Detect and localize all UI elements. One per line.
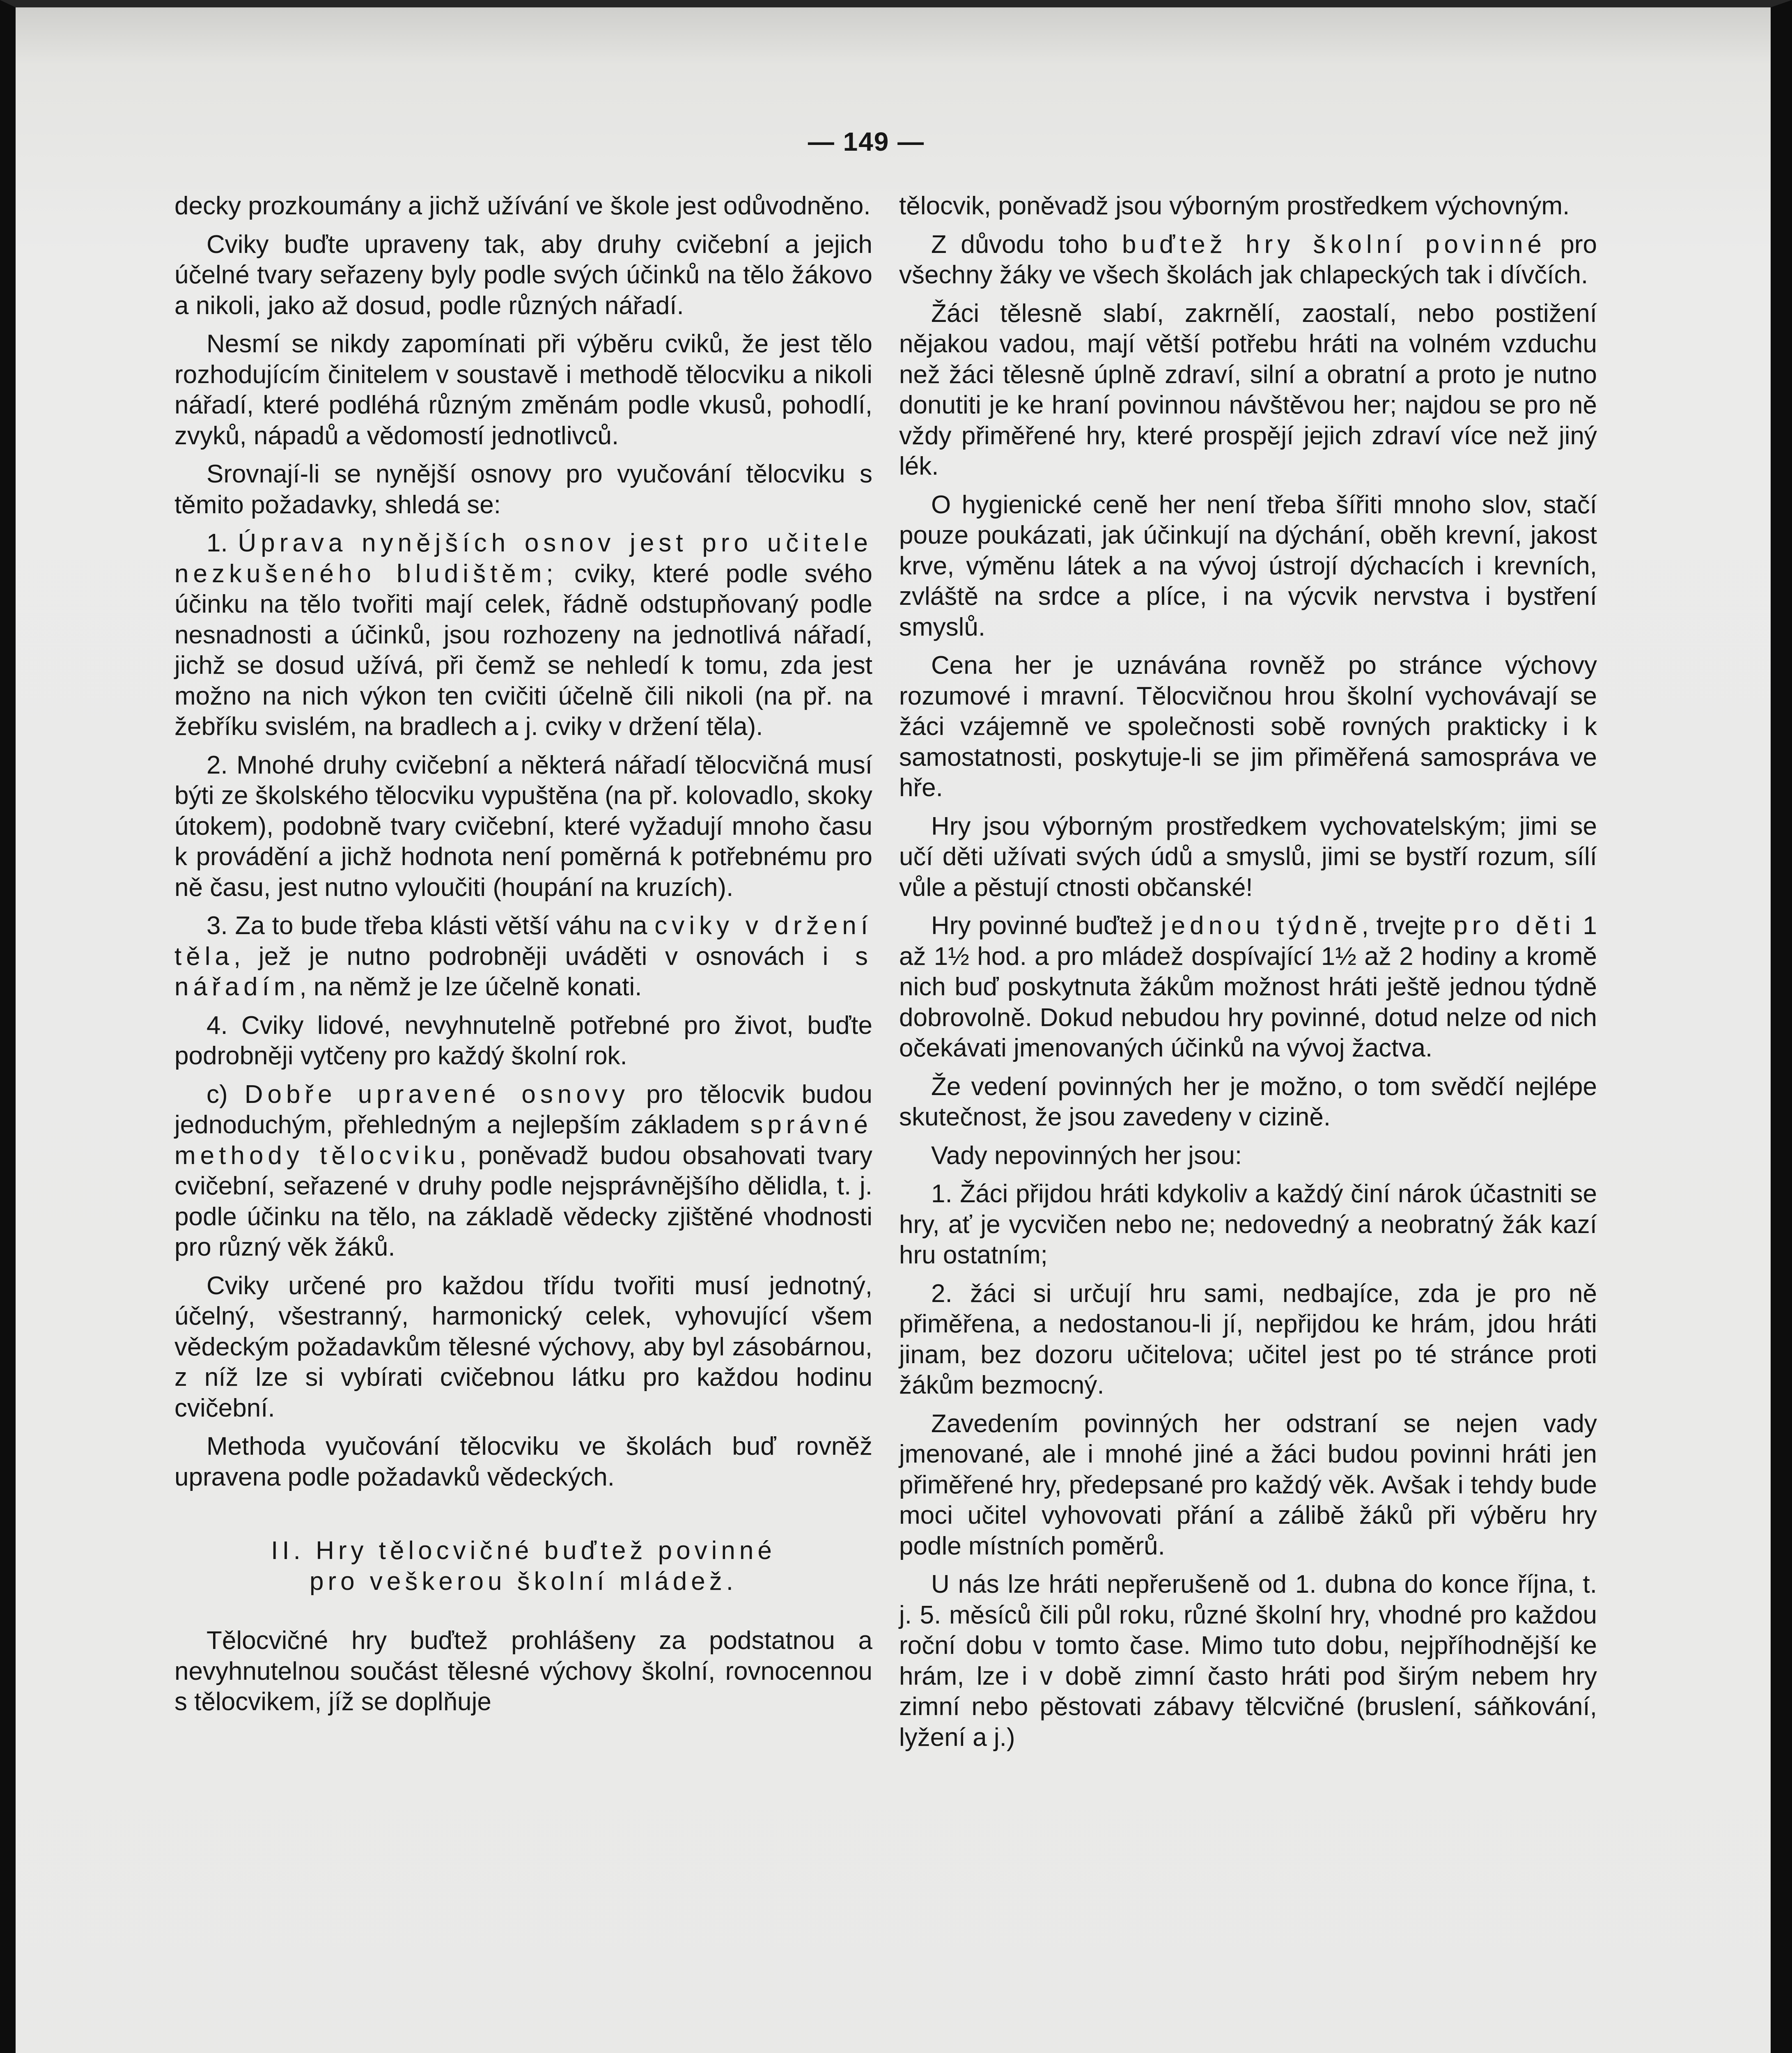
paragraph: Nesmí se nikdy zapomínati při výběru cviků, že jest tělo rozhodujícím činitelem v soustavě i methodě tělocviku a nikoli nářadí, které podléhá různým změnám podle vkusů, pohodlí, zvyků, nápadů a vědomostí jednotlivců. [174, 330, 872, 450]
paragraph [174, 528, 872, 742]
paragraph: 2. žáci si určují hru sami, nedbajíce, zda je pro ně přiměřena, a nedostanou-li jí, nepřijdou ke hrám, jdou hráti jinam, bez dozoru učitelova; učitel jest po té stránce proti žákům bezmocný. [899, 1279, 1597, 1399]
paragraph [899, 230, 1597, 291]
paragraph: Methoda vyučování tělocviku ve školách buď rovněž upravena podle požadavků vědeckých. [174, 1432, 872, 1491]
section-heading [174, 1536, 872, 1597]
paragraph: Žáci tělesně slabí, zakrnělí, zaostalí, nebo postižení nějakou vadou, mají větší potřebu hráti na volném vzduchu než žáci tělesně úplně zdraví, silní a obratní a proto je nutno donutiti je ke hraní povinnou návštěvou her; najdou se pro ně vždy přiměřené hry, které prospějí jejich zdraví více než jiný lék. [899, 299, 1597, 480]
text-run: c) [207, 1080, 245, 1109]
paragraph [174, 911, 872, 1003]
text-run: , na němž je lze účelně konati. [299, 973, 642, 1001]
spaced-emphasis: Úprava nynějších osnov jest pro učitele nezkušeného bludištěm; [174, 529, 872, 588]
heading-line-2: pro veškerou školní mládež. [310, 1567, 737, 1596]
text-run: , trvejte [1361, 912, 1454, 940]
paragraph: U nás lze hráti nepřerušeně od 1. dubna do konce října, t. j. 5. měsíců čili půl roku, různé školní hry, vhodné pro každou roční dobu v tomto čase. Mimo tuto dobu, nejpříhodnější ke hrám, lze i v době zimní často hráti pod širým nebem hry zimní nebo pěstovati zábavy tělcvičné (bruslení, sáňkování, lyžení a j.) [899, 1570, 1597, 1752]
text-run: , jež je nutno podrobněji uváděti v osnovách [233, 942, 823, 971]
paragraph: Vady nepovinných her jsou: [931, 1141, 1242, 1170]
spaced-emphasis: pro děti [1453, 912, 1575, 940]
paragraph: decky prozkoumány a jichž užívání ve škole jest odůvodněno. [174, 192, 871, 220]
paragraph: Cviky určené pro každou třídu tvořiti musí jednotný, účelný, všestranný, harmonický celek, vyhovující všem vědeckým požadavkům tělesné výchovy, aby byl zásobárnou, z níž lze si vybírati cvičebnou látku pro každou hodinu cvičební. [174, 1271, 872, 1422]
text-run: 1 až 1½ hod. a pro mládež dospívající 1½ až 2 hodiny a kromě nich buď poskytnuta žákům možnost hráti ještě jednou týdně dobrovolně. Dokud nebudou hry povinné, dotud nelze od nich očekávati jmenovaných účinků na vývoj žactva. [899, 912, 1597, 1062]
paragraph: 2. Mnohé druhy cvičební a některá nářadí tělocvičná musí býti ze školského tělocviku vypuštěna (na př. kolovadlo, skoky útokem), podobně tvary cvičební, které vyžadují mnoho času k provádění a jichž hodnota není poměrná k potřebnému pro ně času, jest nutno vyloučiti (houpání na kruzích). [174, 751, 872, 902]
heading-line-1 [174, 1536, 872, 1566]
left-column [174, 191, 872, 1725]
text-run: Z důvodu toho [931, 230, 1122, 259]
right-column [899, 191, 1597, 1761]
spaced-emphasis: jednou týdně [1161, 912, 1362, 940]
paragraph: O hygienické ceně her není třeba šířiti mnoho slov, stačí pouze poukázati, jak účinkují na dýchání, oběh krevní, jakost krve, výměnu látek a na vývoj ústrojí dýchacích i krevních, zvláště na srdce a plíce, i na výcvik nervstva i bystření smyslů. [899, 490, 1597, 641]
text-run: cviky, které podle svého účinku na tělo tvořiti mají celek, řádně odstupňovaný podle nesnadnosti a účinků, jsou rozhozeny na jednotlivá nářadí, jichž se dosud užívá, při čemž se nehledí k tomu, zda jest možno na nich výkon ten cvičiti účelně čili nikoli (na př. na žebříku svislém, na bradlech a j. cviky v držení těla). [174, 559, 873, 741]
text-run: pro všechny žáky ve všech školách jak chlapeckých tak i dívčích. [899, 230, 1597, 289]
paragraph [174, 1079, 872, 1263]
spaced-emphasis: cviky v držení těla [174, 912, 872, 971]
text-run: 3. Za to bude třeba klásti větší váhu na [207, 912, 655, 940]
paragraph: Tělocvičné hry buďtež prohlášeny za podstatnou a nevyhnutelnou součást tělesné výchovy školní, rovnocennou s tělocvikem, jíž se doplňuje [174, 1626, 872, 1716]
page-number: — 149 — [808, 127, 925, 156]
paragraph: Srovnají-li se nynější osnovy pro vyučování tělocviku s těmito požadavky, shledá se: [174, 460, 872, 519]
paragraph: Hry jsou výborným prostředkem vychovatelským; jimi se učí děti užívati svých údů a smyslů, jimi se bystří rozum, sílí vůle a pěstují ctnosti občanské! [899, 812, 1597, 902]
heading-text: Hry tělocvičné buďtež povinné [316, 1536, 776, 1565]
text-run: , poněvadž budou obsahovati tvary cvičební, seřazené v druhy podle nejsprávnějšího dělidla, t. j. podle účinku na tělo, na základě vědecky zjištěné vhodnosti pro různý věk žáků. [174, 1141, 872, 1261]
spaced-emphasis: buďtež hry školní povinné [1122, 230, 1546, 259]
list-number: 1. [207, 529, 238, 557]
spaced-emphasis: i s nářadím [174, 942, 873, 1001]
paragraph: 4. Cviky lidové, nevyhnutelně potřebné pro život, buďte podrobněji vytčeny pro každý školní rok. [174, 1011, 872, 1070]
text-run: Hry povinné buďtež [931, 912, 1161, 940]
paragraph: Že vedení povinných her je možno, o tom svědčí nejlépe skutečnost, že jsou zavedeny v cizině. [899, 1072, 1597, 1131]
spaced-emphasis: správné methody tělocviku [174, 1111, 872, 1170]
paragraph: Cena her je uznávána rovněž po stránce výchovy rozumové i mravní. Tělocvičnou hrou školní vychovávají se žáci vzájemně ve společnosti sobě rovných prakticky i k samostatnosti, poskytuje-li se jim přiměřená samospráva ve hře. [899, 651, 1597, 802]
heading-number: II. [271, 1536, 316, 1565]
text-run: pro tělocvik budou jednoduchým, přehledným a nejlepším základem [174, 1080, 873, 1139]
paragraph: Zavedením povinných her odstraní se nejen vady jmenované, ale i mnohé jiné a žáci budou povinni hráti jen přiměřené hry, předepsané pro každý věk. Avšak i tehdy bude moci učitel vyhovovati přání a zálibě žáků při výběru hry podle místních poměrů. [899, 1409, 1597, 1560]
paragraph: Cviky buďte upraveny tak, aby druhy cvičební a jejich účelné tvary seřazeny byly podle svých účinků na tělo žákovo a nikoli, jako až dosud, podle různých nářadí. [174, 230, 872, 320]
spaced-emphasis: Dobře upravené osnovy [244, 1080, 629, 1109]
paragraph: tělocvik, poněvadž jsou výborným prostředkem výchovným. [899, 192, 1570, 220]
paragraph: 1. Žáci přijdou hráti kdykoliv a každý činí nárok účastniti se hry, ať je vycvičen nebo ne; nedovedný a neobratný žák kazí hru ostatním; [899, 1180, 1597, 1269]
paragraph [899, 911, 1597, 1064]
